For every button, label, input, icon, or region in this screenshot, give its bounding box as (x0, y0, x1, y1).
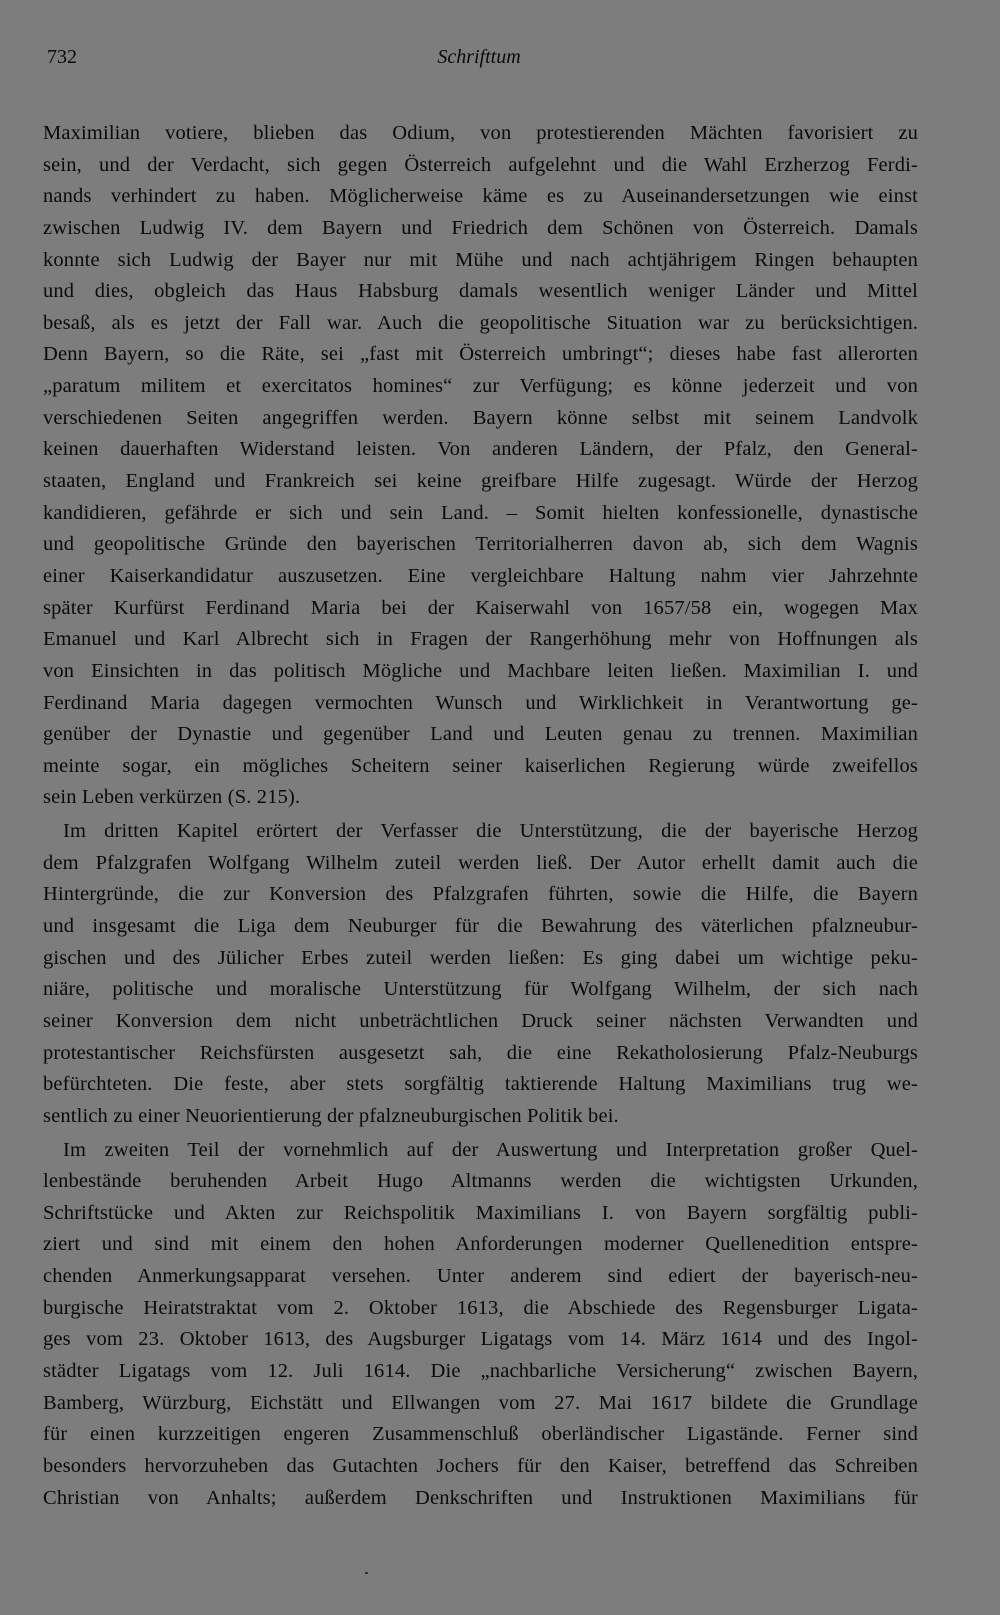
text-line: zwischen Ludwig IV. dem Bayern und Friedrich dem Schönen von Österreich. Damals (43, 216, 918, 239)
text-line: gischen und des Jülicher Erbes zuteil werden ließen: Es ging dabei um wichtige peku- (43, 946, 918, 969)
text-line: Im zweiten Teil der vornehmlich auf der Auswertung und Interpretation großer Quel- (63, 1138, 918, 1161)
text-line: nands verhindert zu haben. Möglicherweise käme es zu Auseinandersetzungen wie einst (43, 185, 918, 208)
paragraph (43, 816, 918, 1132)
text-line: befürchteten. Die feste, aber stets sorgfältig taktierende Haltung Maximilians trug we- (43, 1073, 918, 1096)
text-line: kandidieren, gefährde er sich und sein Land. – Somit hielten konfessionelle, dynastische (43, 501, 918, 524)
paragraph (43, 118, 918, 814)
text-line: genüber der Dynastie und gegenüber Land und Leuten genau zu trennen. Maximilian (43, 723, 918, 746)
text-line: städter Ligatags vom 12. Juli 1614. Die „nachbarliche Versicherung“ zwischen Bayern, (43, 1359, 918, 1382)
text-line: von Einsichten in das politisch Mögliche und Machbare leiten ließen. Maximilian I. und (43, 659, 918, 682)
text-line: staaten, England und Frankreich sei keine greifbare Hilfe zugesagt. Würde der Herzog (43, 470, 918, 493)
text-line: keinen dauerhaften Widerstand leisten. Von anderen Ländern, der Pfalz, den General- (43, 438, 918, 461)
text-line: einer Kaiserkandidatur auszusetzen. Eine vergleichbare Haltung nahm vier Jahrzehnte (43, 564, 918, 587)
text-line: und insgesamt die Liga dem Neuburger für die Bewahrung des väterlichen pfalzneubur- (43, 915, 918, 938)
text-line: meinte sogar, ein mögliches Scheitern seiner kaiserlichen Regierung würde zweifellos (43, 754, 918, 777)
text-line: für einen kurzzeitigen engeren Zusammenschluß oberländischer Ligastände. Ferner sind (43, 1423, 918, 1446)
text-line: ziert und sind mit einem den hohen Anforderungen moderner Quellenedition entspre- (43, 1233, 918, 1256)
text-line: Bamberg, Würzburg, Eichstätt und Ellwangen vom 27. Mai 1617 bildete die Grundlage (43, 1391, 918, 1414)
text-line: später Kurfürst Ferdinand Maria bei der Kaiserwahl von 1657/58 ein, wogegen Max (43, 596, 918, 619)
text-line: Hintergründe, die zur Konversion des Pfalzgrafen führten, sowie die Hilfe, die Bayern (43, 883, 918, 906)
text-line: verschiedenen Seiten angegriffen werden. Bayern könne selbst mit seinem Landvolk (43, 406, 918, 429)
text-line: burgische Heiratstraktat vom 2. Oktober 1613, die Abschiede des Regensburger Ligata- (43, 1296, 918, 1319)
text-line: „paratum militem et exercitatos homines“ zur Verfügung; es könne jederzeit und von (43, 375, 918, 398)
running-title: Schrifttum (437, 46, 521, 68)
text-line: sein, und der Verdacht, sich gegen Österreich aufgelehnt und die Wahl Erzherzog Ferdi- (43, 153, 918, 176)
text-line: Emanuel und Karl Albrecht sich in Fragen der Rangerhöhung mehr von Hoffnungen als (43, 628, 918, 651)
text-line: niäre, politische und moralische Unterstützung für Wolfgang Wilhelm, der sich nach (43, 978, 918, 1001)
paragraph (43, 1135, 918, 1515)
text-line: seiner Konversion dem nicht unbeträchtlichen Druck seiner nächsten Verwandten und (43, 1009, 918, 1032)
text-line: konnte sich Ludwig der Bayer nur mit Mühe und nach achtjährigem Ringen behaupten (43, 248, 918, 271)
text-line: besaß, als es jetzt der Fall war. Auch die geopolitische Situation war zu berücksichtigen. (43, 311, 918, 334)
text-line: besonders hervorzuheben das Gutachten Jochers für den Kaiser, betreffend das Schreiben (43, 1454, 918, 1477)
text-line: Maximilian votiere, blieben das Odium, von protestierenden Mächten favorisiert zu (43, 122, 918, 144)
text-line: Denn Bayern, so die Räte, sei „fast mit Österreich umbringt“; dieses habe fast allerorten (43, 343, 918, 366)
text-line: Im dritten Kapitel erörtert der Verfasser die Unterstützung, die der bayerische Herzog (63, 820, 918, 843)
page-number: 732 (47, 46, 77, 68)
text-line: sein Leben verkürzen (S. 215). (43, 786, 301, 809)
text-line: protestantischer Reichsfürsten ausgesetzt sah, die eine Rekatholosierung Pfalz-Neuburgs (43, 1041, 918, 1064)
text-line: Schriftstücke und Akten zur Reichspolitik Maximilians I. von Bayern sorgfältig publi- (43, 1201, 918, 1224)
text-line: und dies, obgleich das Haus Habsburg damals wesentlich weniger Länder und Mittel (43, 280, 918, 303)
text-line: chenden Anmerkungsapparat versehen. Unter anderem sind ediert der bayerisch-neu- (43, 1265, 918, 1288)
scan-speck (365, 1572, 368, 1574)
text-line: ges vom 23. Oktober 1613, des Augsburger Ligatags vom 14. März 1614 und des Ingol- (43, 1328, 918, 1351)
text-line: Ferdinand Maria dagegen vermochten Wunsch und Wirklichkeit in Verantwortung ge- (43, 691, 918, 714)
page-header (43, 46, 915, 76)
text-line: und geopolitische Gründe den bayerischen Territorialherren davon ab, sich dem Wagnis (43, 533, 918, 556)
text-line: dem Pfalzgrafen Wolfgang Wilhelm zuteil werden ließ. Der Autor erhellt damit auch die (43, 851, 918, 874)
body-text (43, 118, 918, 1514)
text-line: sentlich zu einer Neuorientierung der pfalzneuburgischen Politik bei. (43, 1104, 619, 1127)
text-line: Christian von Anhalts; außerdem Denkschriften und Instruktionen Maximilians für (43, 1486, 918, 1509)
text-line: lenbestände beruhenden Arbeit Hugo Altmanns werden die wichtigsten Urkunden, (43, 1170, 918, 1193)
